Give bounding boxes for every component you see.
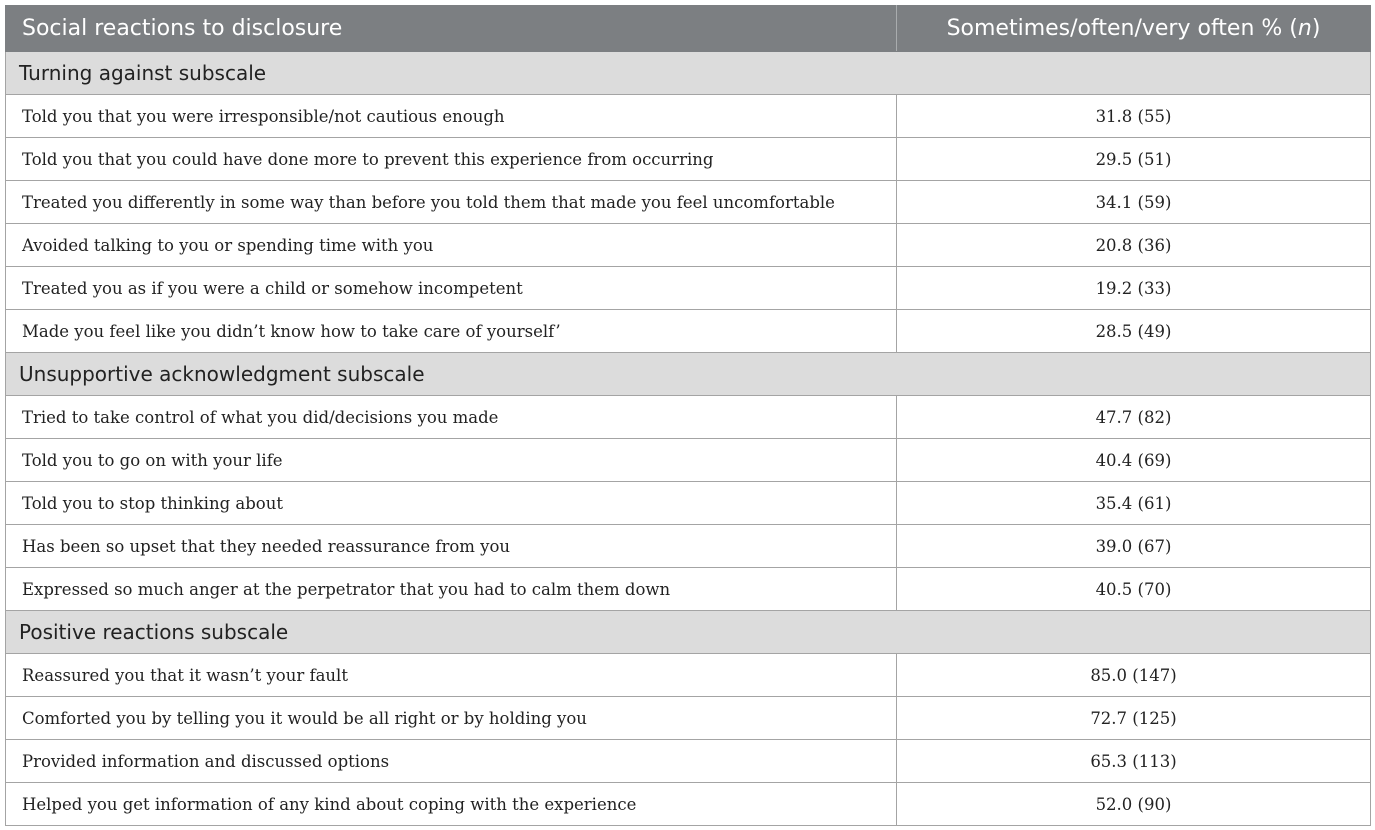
section-title: Turning against subscale: [6, 52, 1371, 95]
reaction-value: 35.4 (61): [897, 482, 1371, 525]
reaction-label: Made you feel like you didn’t know how to take care of yourself’: [6, 310, 897, 353]
reaction-label: Treated you differently in some way than before you told them that made you feel uncomfortable: [6, 181, 897, 224]
table-row: [6, 224, 1371, 267]
reaction-label: Reassured you that it wasn’t your fault: [6, 654, 897, 697]
column-header-frequency-prefix: Sometimes/often/very often % (: [946, 16, 1298, 41]
table-header-row: [6, 6, 1371, 52]
table-row: [6, 95, 1371, 138]
reaction-value: 40.5 (70): [897, 568, 1371, 611]
table-row: [6, 482, 1371, 525]
reaction-label: Comforted you by telling you it would be all right or by holding you: [6, 697, 897, 740]
table-row: [6, 310, 1371, 353]
reaction-value: 40.4 (69): [897, 439, 1371, 482]
table-row: [6, 525, 1371, 568]
reaction-label: Told you to stop thinking about: [6, 482, 897, 525]
social-reactions-table: [5, 5, 1371, 826]
table-row: [6, 654, 1371, 697]
reaction-label: Expressed so much anger at the perpetrator that you had to calm them down: [6, 568, 897, 611]
reaction-label: Has been so upset that they needed reassurance from you: [6, 525, 897, 568]
table-row: [6, 439, 1371, 482]
table-row: [6, 138, 1371, 181]
reaction-label: Treated you as if you were a child or somehow incompetent: [6, 267, 897, 310]
reaction-label: Told you to go on with your life: [6, 439, 897, 482]
reaction-value: 28.5 (49): [897, 310, 1371, 353]
reaction-value: 29.5 (51): [897, 138, 1371, 181]
reaction-value: 34.1 (59): [897, 181, 1371, 224]
reaction-value: 19.2 (33): [897, 267, 1371, 310]
section-title: Unsupportive acknowledgment subscale: [6, 353, 1371, 396]
column-header-frequency-suffix: ): [1311, 16, 1321, 41]
table-row: [6, 568, 1371, 611]
table-row: [6, 783, 1371, 826]
reaction-value: 31.8 (55): [897, 95, 1371, 138]
reaction-label: Helped you get information of any kind about coping with the experience: [6, 783, 897, 826]
data-table-container: [5, 5, 1370, 826]
reaction-value: 52.0 (90): [897, 783, 1371, 826]
table-row: [6, 740, 1371, 783]
reaction-value: 39.0 (67): [897, 525, 1371, 568]
section-row-positive-reactions: [6, 611, 1371, 654]
reaction-value: 47.7 (82): [897, 396, 1371, 439]
reaction-label: Provided information and discussed options: [6, 740, 897, 783]
reaction-value: 20.8 (36): [897, 224, 1371, 267]
table-row: [6, 267, 1371, 310]
reaction-value: 65.3 (113): [897, 740, 1371, 783]
table-row: [6, 396, 1371, 439]
column-header-frequency: [897, 6, 1371, 52]
column-header-frequency-n: n: [1297, 16, 1312, 41]
table-row: [6, 697, 1371, 740]
table-row: [6, 181, 1371, 224]
section-row-unsupportive-acknowledgment: [6, 353, 1371, 396]
reaction-value: 72.7 (125): [897, 697, 1371, 740]
section-row-turning-against: [6, 52, 1371, 95]
reaction-label: Told you that you could have done more to prevent this experience from occurring: [6, 138, 897, 181]
column-header-reactions: Social reactions to disclosure: [6, 6, 897, 52]
reaction-label: Tried to take control of what you did/decisions you made: [6, 396, 897, 439]
reaction-value: 85.0 (147): [897, 654, 1371, 697]
reaction-label: Told you that you were irresponsible/not cautious enough: [6, 95, 897, 138]
reaction-label: Avoided talking to you or spending time with you: [6, 224, 897, 267]
section-title: Positive reactions subscale: [6, 611, 1371, 654]
